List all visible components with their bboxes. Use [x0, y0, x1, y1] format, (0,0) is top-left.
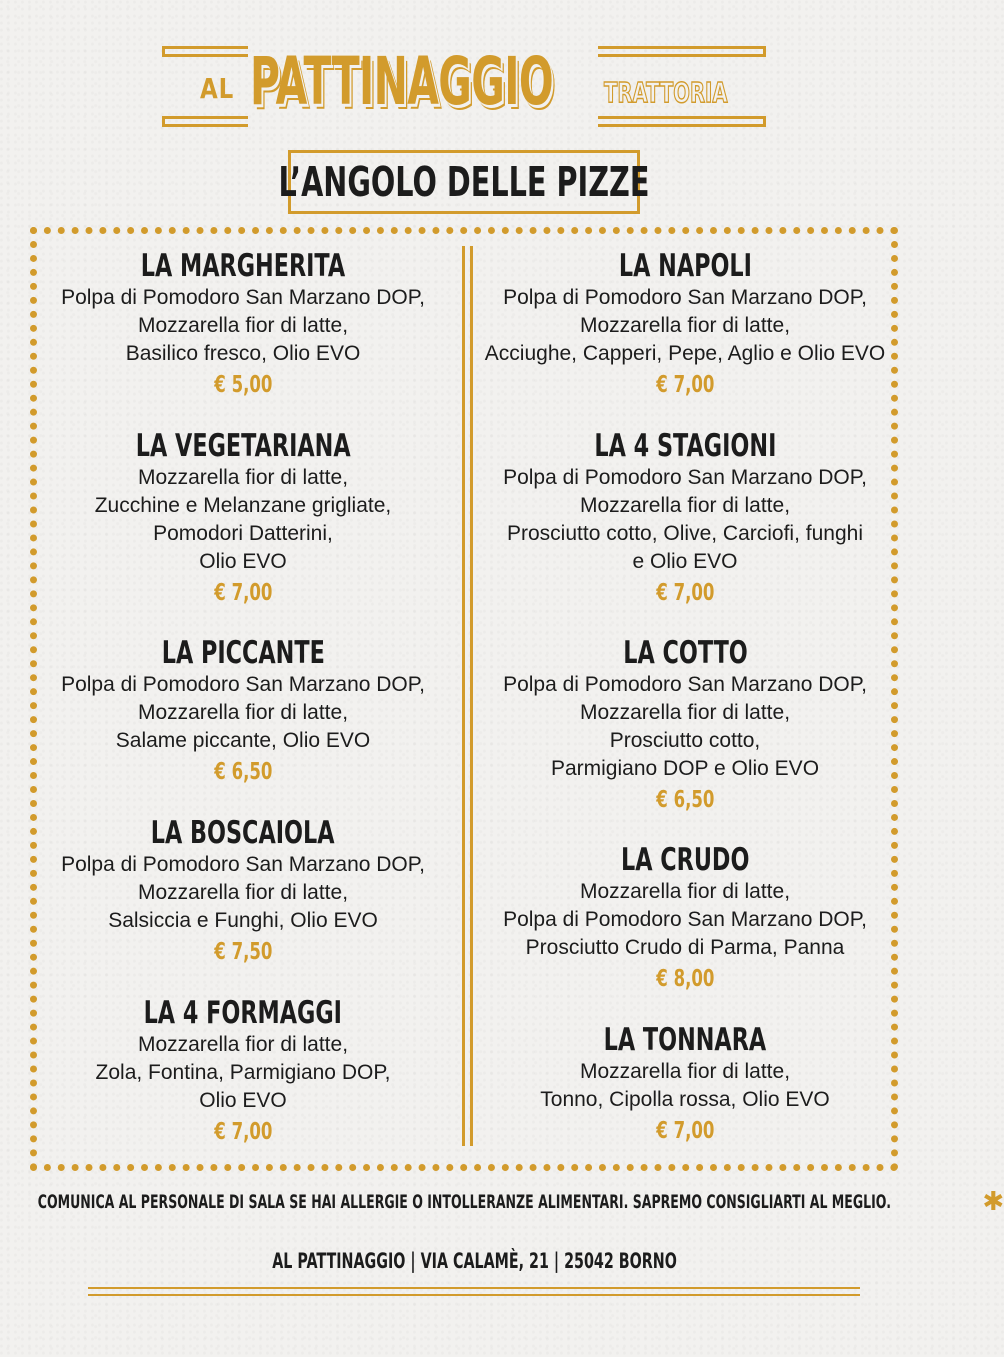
menu-item [470, 1022, 900, 1148]
pizza-price: € 8,00 [655, 966, 715, 992]
pizza-price: € 7,50 [213, 939, 273, 965]
pizza-name: LA TONNARA [603, 1022, 767, 1058]
pizza-name: LA BOSCAIOLA [151, 815, 335, 851]
menu-item [28, 428, 458, 610]
logo-rule [598, 46, 766, 49]
pizza-name: LA 4 STAGIONI [593, 428, 777, 464]
menu-item [470, 248, 900, 402]
restaurant-logo [162, 42, 766, 132]
pizza-price: € 7,00 [655, 580, 715, 606]
pizza-price: € 7,00 [213, 1119, 273, 1145]
menu-item [470, 842, 900, 996]
pizza-description: Polpa di Pomodoro San Marzano DOP, Mozzarella fior di latte, Prosciutto cotto, Parmigiano DOP e Olio EVO [503, 673, 867, 780]
logo-rule [598, 54, 766, 57]
menu-item [470, 635, 900, 817]
pizza-description: Mozzarella fior di latte, Polpa di Pomodoro San Marzano DOP, Prosciutto Crudo di Parma, Panna [503, 880, 867, 959]
menu-item [28, 248, 458, 402]
logo-rule [162, 54, 248, 57]
pizza-name: LA 4 FORMAGGI [143, 995, 343, 1031]
pizza-description: Polpa di Pomodoro San Marzano DOP, Mozzarella fior di latte, Salame piccante, Olio EVO [61, 673, 425, 752]
logo-rule [162, 124, 248, 127]
logo-al: AL [200, 72, 235, 105]
logo-rule [598, 116, 766, 119]
pizza-description: Mozzarella fior di latte, Zola, Fontina, Parmigiano DOP, Olio EVO [95, 1033, 391, 1112]
menu-item [28, 815, 458, 969]
pizza-name: LA PICCANTE [161, 635, 325, 671]
pizza-description: Polpa di Pomodoro San Marzano DOP, Mozzarella fior di latte, Salsiccia e Funghi, Olio EVO [61, 853, 425, 932]
allergy-text: COMUNICA AL PERSONALE DI SALA SE HAI ALLERGIE O INTOLLERANZE ALIMENTARI. SAPREMO CONSIGLIARTI AL MEGLIO. [37, 1191, 891, 1213]
allergy-note [37, 1186, 1004, 1218]
pizza-price: € 6,50 [213, 759, 273, 785]
pizza-price: € 7,00 [655, 1118, 715, 1144]
logo-rule [162, 46, 248, 49]
pizza-price: € 5,00 [213, 372, 273, 398]
logo-rule [763, 116, 766, 127]
section-title: L’ANGOLO DELLE PIZZE [278, 158, 650, 206]
pizza-description: Polpa di Pomodoro San Marzano DOP, Mozzarella fior di latte, Prosciutto cotto, Olive, Carciofi, funghi e Olio EVO [503, 466, 867, 573]
logo-subtitle: TRATTORIA [604, 76, 728, 109]
menu-item [470, 428, 900, 610]
footer-rules [88, 1287, 860, 1301]
pizza-description: Polpa di Pomodoro San Marzano DOP, Mozzarella fior di latte, Acciughe, Capperi, Pepe, Aglio e Olio EVO [484, 286, 886, 365]
logo-rule [598, 124, 766, 127]
pizza-name: LA MARGHERITA [140, 248, 346, 284]
logo-title: PATTINAGGIO [250, 43, 554, 120]
address-text: AL PATTINAGGIO | VIA CALAMÈ, 21 | 25042 BORNO [272, 1249, 678, 1273]
logo-rule [162, 46, 165, 57]
logo-rule [162, 116, 248, 119]
menu-item [28, 635, 458, 789]
pizza-price: € 6,50 [655, 787, 715, 813]
pizza-name: LA NAPOLI [618, 248, 752, 284]
pizza-description: Polpa di Pomodoro San Marzano DOP, Mozzarella fior di latte, Basilico fresco, Olio EVO [61, 286, 425, 365]
menu-item [28, 995, 458, 1149]
pizza-description: Mozzarella fior di latte, Tonno, Cipolla rossa, Olio EVO [540, 1060, 830, 1111]
logo-rule [162, 116, 165, 127]
pizza-price: € 7,00 [655, 372, 715, 398]
pizza-name: LA VEGETARIANA [135, 428, 351, 464]
pizza-name: LA COTTO [622, 635, 748, 671]
pizza-name: LA CRUDO [620, 842, 750, 878]
pizza-description: Mozzarella fior di latte, Zucchine e Melanzane grigliate, Pomodori Datterini, Olio EVO [94, 466, 392, 573]
section-title-box [278, 150, 650, 214]
address-line [0, 1249, 950, 1273]
pizza-price: € 7,00 [213, 580, 273, 606]
logo-rule [763, 46, 766, 57]
asterisk-icon: ✱ [982, 1187, 1004, 1217]
